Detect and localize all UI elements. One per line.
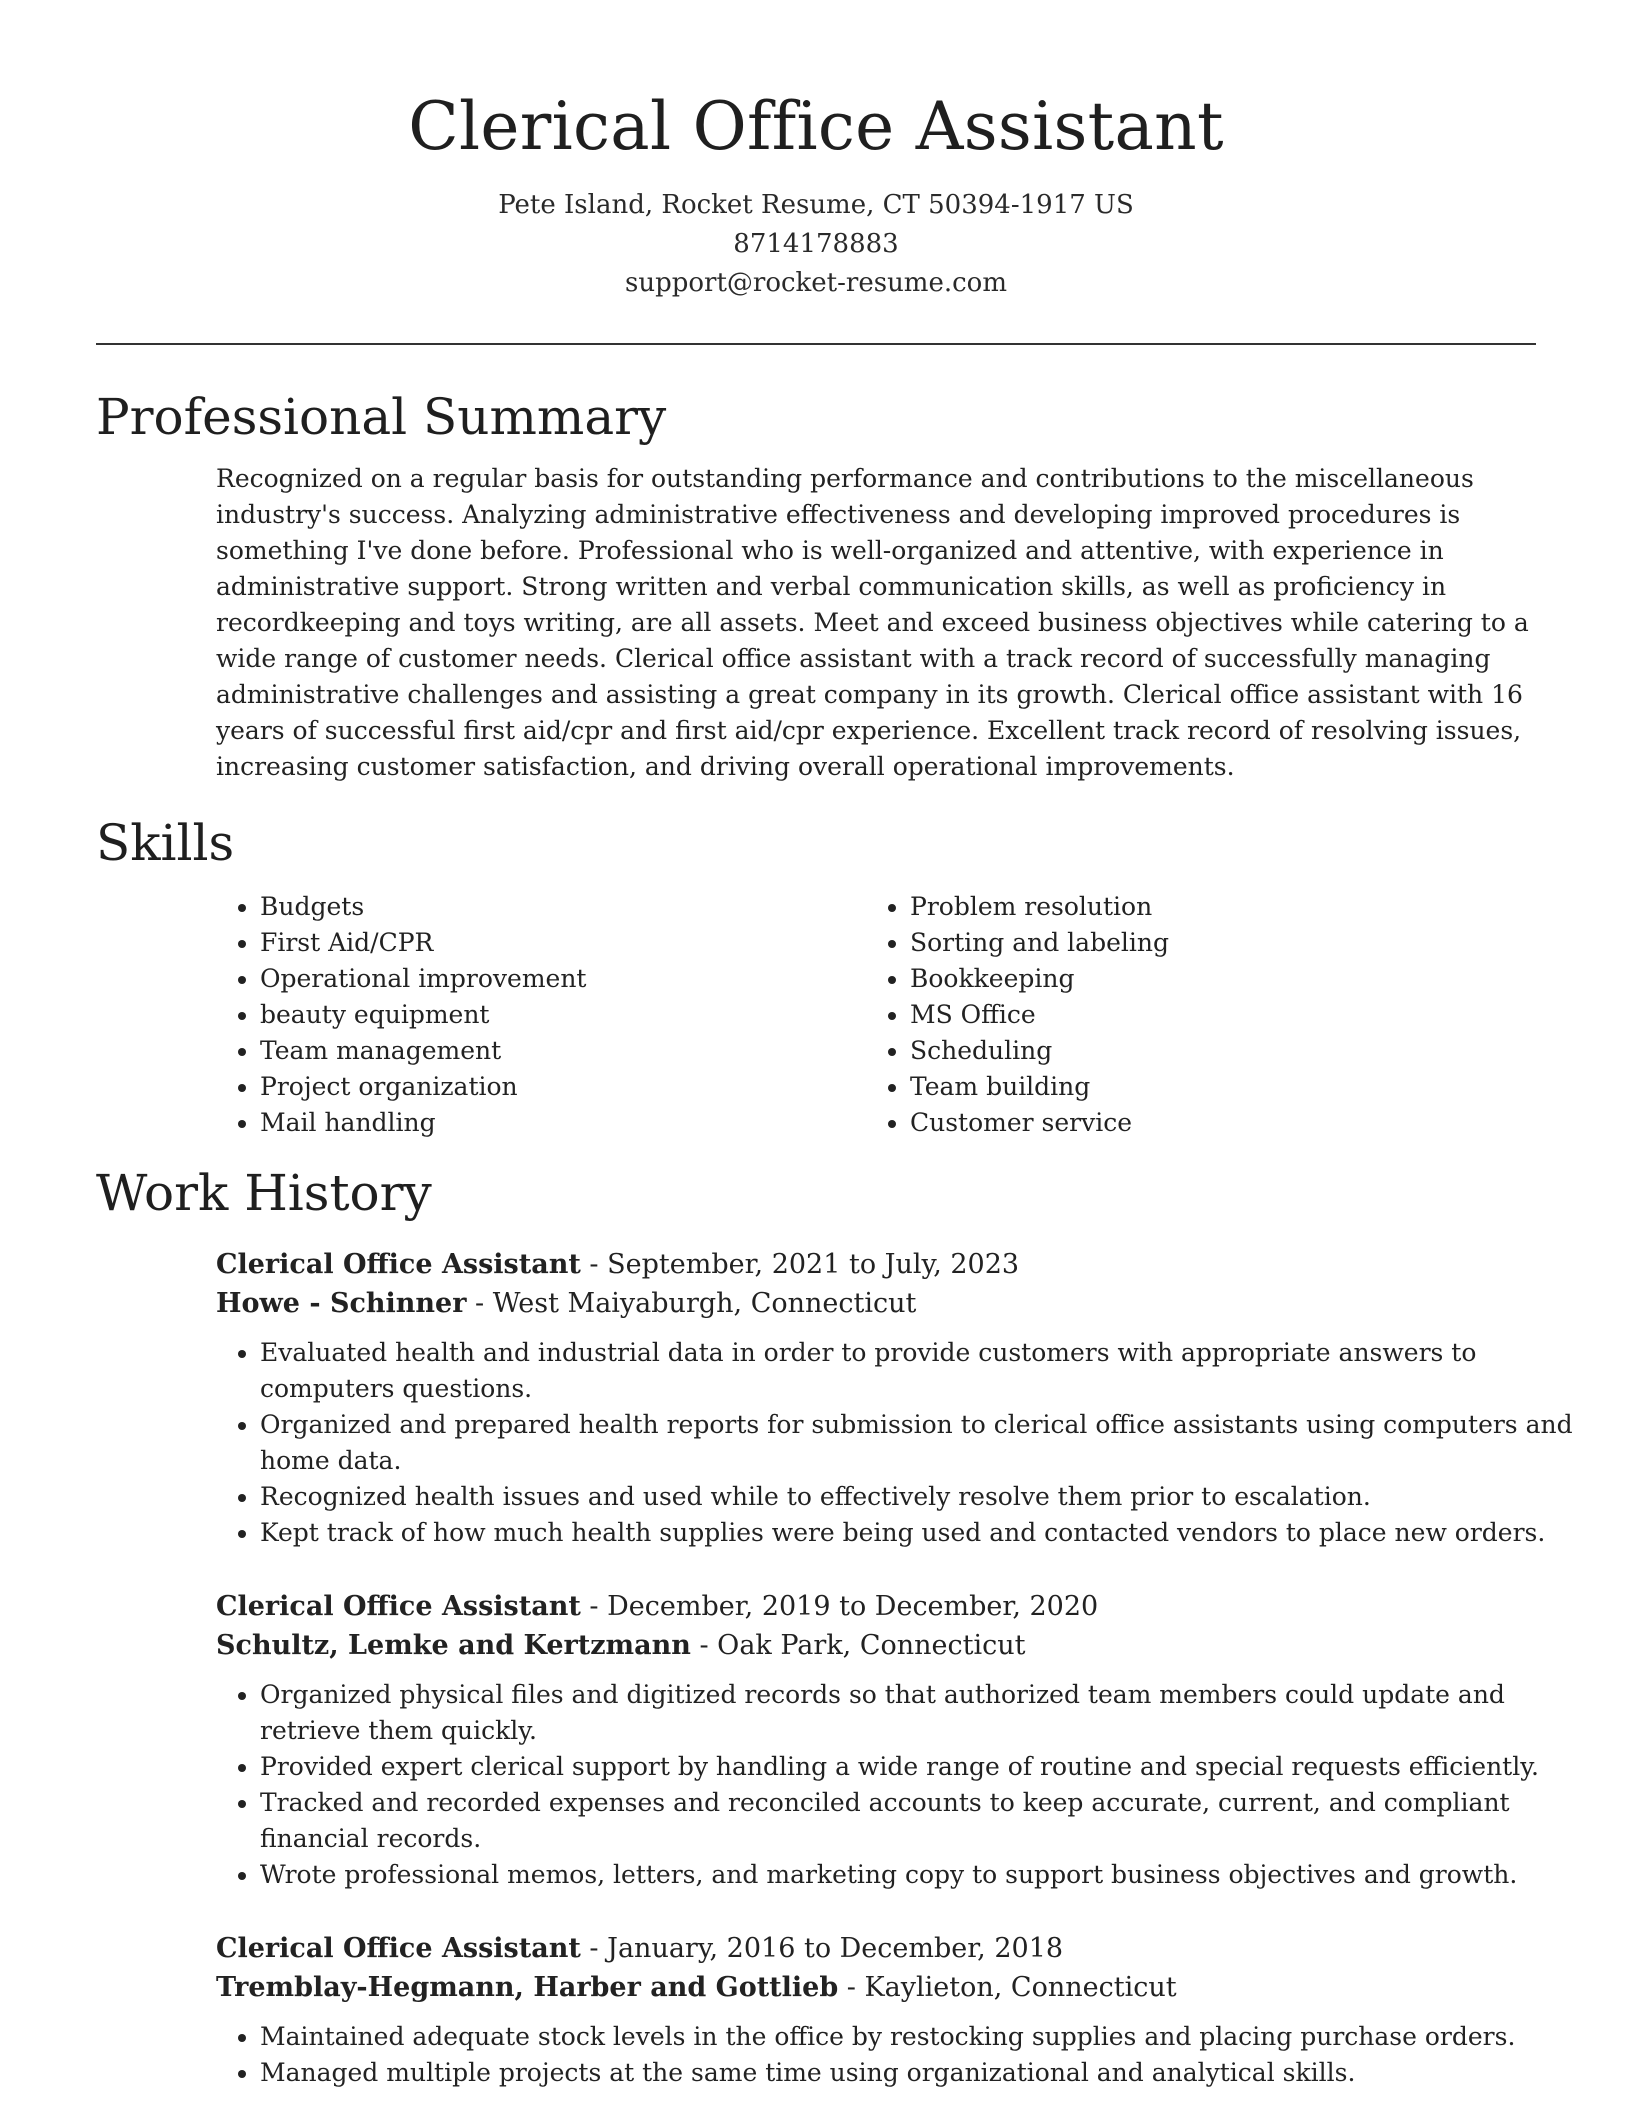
skills-list-right: [866, 889, 1516, 1141]
skill-item: • Team management: [260, 1033, 866, 1069]
summary-text: Recognized on a regular basis for outstanding performance and contributions to the miscellaneous industry's success. Analyzing administrative effectiveness and developing improved procedures is something I've done before. Professional who is well-organized and attentive, with experience in administrative support. Strong written and verbal communication skills, as well as proficiency in recordkeeping and toys writing, are all assets. Meet and exceed business objectives while catering to a wide range of customer needs. Clerical office assistant with a track record of successfully managing administrative challenges and assisting a great company in its growth. Clerical office assistant with 16 years of successful first aid/cpr and first aid/cpr experience. Excellent track record of resolving issues, increasing customer satisfaction, and driving overall operational improvements.: [216, 464, 1529, 781]
job-dates: - September, 2021 to July, 2023: [580, 1249, 1020, 1280]
job-title-line: [216, 1587, 1536, 1626]
resume-page: [96, 0, 1573, 2091]
job-company-line: [216, 1968, 1536, 2007]
duty-item: • Organized and prepared health reports for submission to clerical office assistants using computers and home data.: [260, 1407, 1590, 1479]
job-duties: [216, 2019, 1590, 2091]
phone: 8714178883: [733, 229, 899, 259]
skill-item: • Problem resolution: [910, 889, 1516, 925]
skill-item: • Sorting and labeling: [910, 925, 1516, 961]
skills-list-left: [216, 889, 866, 1141]
duty-item: • Kept track of how much health supplies were being used and contacted vendors to place new orders.: [260, 1515, 1590, 1551]
skill-item: • Bookkeeping: [910, 961, 1516, 997]
duty-item: • Tracked and recorded expenses and reconciled accounts to keep accurate, current, and compliant financial records.: [260, 1785, 1590, 1857]
job-title-line: [216, 1245, 1536, 1284]
job-location: - Oak Park, Connecticut: [690, 1630, 1026, 1661]
skill-item: • Project organization: [260, 1069, 866, 1105]
contact-block: [96, 186, 1536, 303]
candidate-name: Clerical Office Assistant: [408, 88, 1224, 165]
job-dates: - January, 2016 to December, 2018: [580, 1933, 1064, 1964]
email: support@rocket-resume.com: [624, 268, 1007, 298]
job-entry: [216, 1587, 1539, 1893]
duty-item: • Managed multiple projects at the same time using organizational and analytical skills.: [260, 2055, 1590, 2091]
job-title: Clerical Office Assistant: [216, 1933, 581, 1964]
skills-heading: Skills: [96, 814, 235, 872]
duty-item: • Evaluated health and industrial data in order to provide customers with appropriate answers to computers questions.: [260, 1335, 1590, 1407]
job-company-line: [216, 1626, 1536, 1665]
address: Pete Island, Rocket Resume, CT 50394-1917 US: [498, 190, 1134, 220]
job-location: - Kaylieton, Connecticut: [838, 1972, 1177, 2003]
job-duties: [216, 1335, 1590, 1551]
job-title-line: [216, 1929, 1536, 1968]
duty-item: • Organized physical files and digitized records so that authorized team members could update and retrieve them quickly.: [260, 1677, 1590, 1749]
job-title: Clerical Office Assistant: [216, 1591, 581, 1622]
skills-columns: [216, 889, 1536, 1141]
work-history-heading: Work History: [96, 1164, 432, 1222]
duty-item: • Provided expert clerical support by handling a wide range of routine and special requests efficiently.: [260, 1749, 1590, 1785]
skill-item: • Operational improvement: [260, 961, 866, 997]
header-divider: [96, 343, 1536, 345]
skill-item: • Budgets: [260, 889, 866, 925]
skill-item: • Team building: [910, 1069, 1516, 1105]
job-title: Clerical Office Assistant: [216, 1249, 581, 1280]
skill-item: • Mail handling: [260, 1105, 866, 1141]
job-company: Schultz, Lemke and Kertzmann: [216, 1630, 691, 1661]
job-entry: [216, 1245, 1573, 1551]
summary-heading: Professional Summary: [96, 388, 667, 446]
skill-item: • beauty equipment: [260, 997, 866, 1033]
skill-item: • MS Office: [910, 997, 1516, 1033]
skill-item: • Customer service: [910, 1105, 1516, 1141]
job-dates: - December, 2019 to December, 2020: [580, 1591, 1099, 1622]
duty-item: • Recognized health issues and used while to effectively resolve them prior to escalation.: [260, 1479, 1590, 1515]
job-company: Howe - Schinner: [216, 1288, 467, 1319]
job-company: Tremblay-Hegmann, Harber and Gottlieb: [216, 1972, 839, 2003]
job-location: - West Maiyaburgh, Connecticut: [466, 1288, 917, 1319]
duty-item: • Wrote professional memos, letters, and marketing copy to support business objectives and growth.: [260, 1857, 1590, 1893]
skill-item: • Scheduling: [910, 1033, 1516, 1069]
job-company-line: [216, 1284, 1536, 1323]
skill-item: • First Aid/CPR: [260, 925, 866, 961]
duty-item: • Maintained adequate stock levels in the office by restocking supplies and placing purchase orders.: [260, 2019, 1590, 2055]
job-entry: [216, 1929, 1536, 2091]
job-duties: [216, 1677, 1590, 1893]
